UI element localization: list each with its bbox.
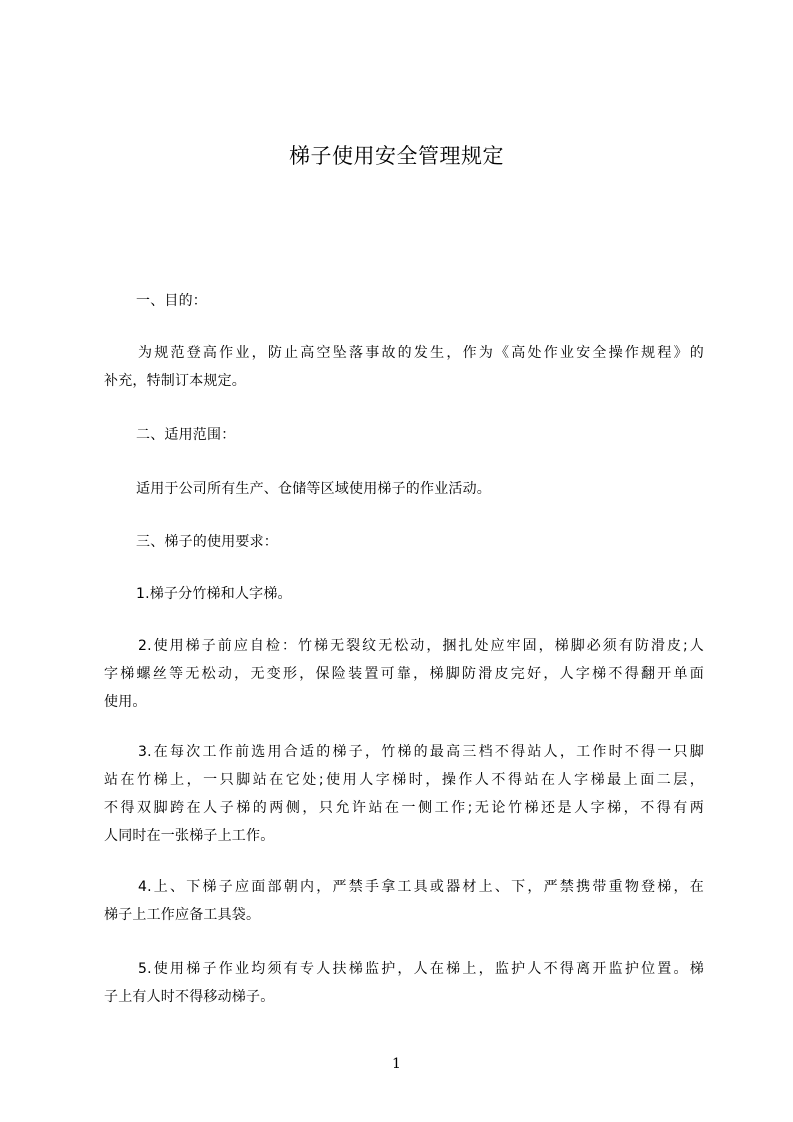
requirement-item-2: [104, 632, 704, 660]
paragraph-line: 使用。: [104, 694, 147, 710]
section-heading-purpose: 一、目的：: [136, 293, 207, 309]
requirement-item-5-continued: [104, 983, 704, 1011]
paragraph-line: 为规范登高作业，防止高空坠落事故的发生，作为《高处作业安全操作规程》的: [138, 345, 704, 361]
paragraph-line: 5.使用梯子作业均须有专人扶梯监护，人在梯上，监护人不得离开监护位置。梯: [138, 961, 704, 977]
page-number: 1: [392, 1056, 401, 1072]
paragraph-line: 站在竹梯上，一只脚站在它处;使用人字梯时，操作人不得站在人字梯最上面二层，: [104, 772, 704, 788]
paragraph-line: 字梯螺丝等无松动，无变形，保险装置可靠，梯脚防滑皮完好，人字梯不得翻开单面: [104, 666, 704, 682]
section-heading-scope: 二、适用范围：: [136, 427, 236, 443]
requirement-item-3-continued: [104, 766, 704, 850]
paragraph-scope: 适用于公司所有生产、仓储等区域使用梯子的作业活动。: [136, 481, 491, 497]
requirement-item-1: 1.梯子分竹梯和人字梯。: [136, 586, 292, 602]
paragraph-purpose: [104, 339, 704, 367]
section-heading-requirements: 三、梯子的使用要求：: [136, 534, 278, 550]
document-title: 梯子使用安全管理规定: [289, 144, 504, 168]
paragraph-line: 人同时在一张梯子上工作。: [104, 828, 275, 844]
paragraph-line: 梯子上工作应备工具袋。: [104, 907, 261, 923]
paragraph-line: 3.在每次工作前选用合适的梯子，竹梯的最高三档不得站人，工作时不得一只脚: [138, 744, 704, 760]
paragraph-line: 子上有人时不得移动梯子。: [104, 989, 275, 1005]
paragraph-purpose-continued: [104, 367, 704, 395]
paragraph-line: 2.使用梯子前应自检：竹梯无裂纹无松动，捆扎处应牢固，梯脚必须有防滑皮;人: [138, 638, 704, 654]
paragraph-line: 补充，特制订本规定。: [104, 373, 246, 389]
paragraph-line: 4.上、下梯子应面部朝内，严禁手拿工具或器材上、下，严禁携带重物登梯，在: [138, 879, 704, 895]
paragraph-line: 不得双脚跨在人子梯的两侧，只允许站在一侧工作;无论竹梯还是人字梯，不得有两: [104, 800, 704, 816]
requirement-item-4-continued: [104, 901, 704, 929]
requirement-item-2-continued: [104, 660, 704, 716]
requirement-item-5: [104, 955, 704, 983]
requirement-item-3: [104, 738, 704, 766]
requirement-item-4: [104, 873, 704, 901]
